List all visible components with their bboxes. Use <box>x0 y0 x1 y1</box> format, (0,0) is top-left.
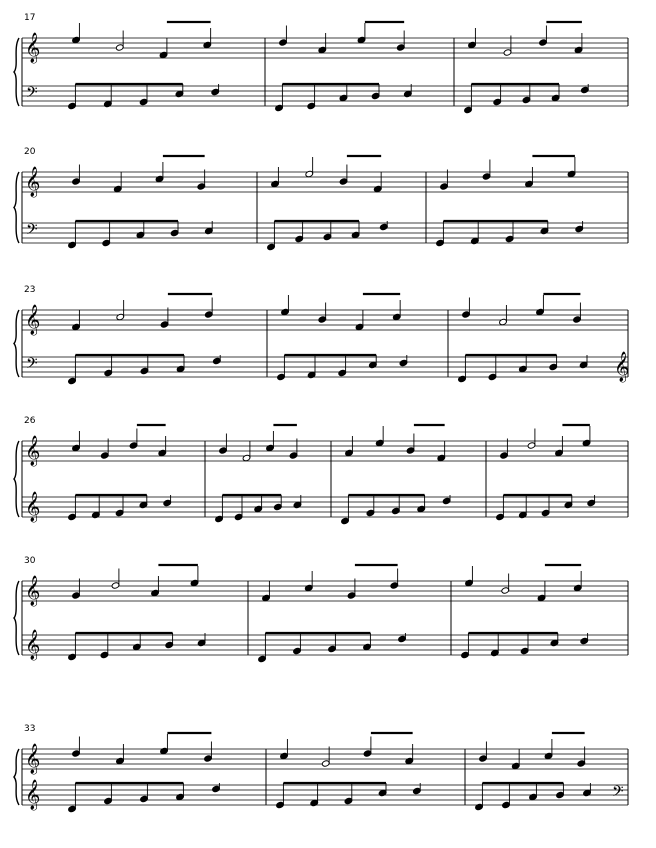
bass-clef-icon: 𝄢 <box>26 355 38 376</box>
system <box>14 285 629 385</box>
system <box>14 724 628 813</box>
measure-number: 26 <box>24 416 36 426</box>
brace <box>14 441 19 517</box>
treble-clef-icon: 𝄞 <box>25 576 41 606</box>
measure-number: 23 <box>24 285 36 295</box>
treble-clef-icon: 𝄞 <box>25 744 41 774</box>
measure-number: 20 <box>24 147 36 157</box>
treble-clef-icon: 𝄞 <box>25 436 41 466</box>
treble-clef-icon: 𝄞 <box>25 780 41 810</box>
brace <box>14 310 19 377</box>
treble-clef-icon: 𝄞 <box>25 630 41 660</box>
treble-clef-icon: 𝄞 <box>25 492 41 522</box>
measure-number: 33 <box>24 724 36 734</box>
treble-clef-icon: 𝄞 <box>25 33 41 63</box>
bass-clef-icon: 𝄢 <box>26 221 38 242</box>
brace <box>14 581 19 655</box>
system <box>14 416 628 525</box>
treble-clef-icon: 𝄞 <box>614 352 630 382</box>
brace <box>14 172 19 243</box>
brace <box>14 749 19 805</box>
system <box>14 556 628 663</box>
measure-number: 30 <box>24 556 36 566</box>
measure-number: 17 <box>24 13 36 23</box>
brace <box>14 38 19 106</box>
treble-clef-icon: 𝄞 <box>25 167 41 197</box>
treble-clef-icon: 𝄞 <box>25 305 41 335</box>
bass-clef-icon: 𝄢 <box>26 84 38 105</box>
system <box>14 13 628 114</box>
bass-clef-icon: 𝄢 <box>612 783 624 804</box>
system <box>14 147 628 251</box>
